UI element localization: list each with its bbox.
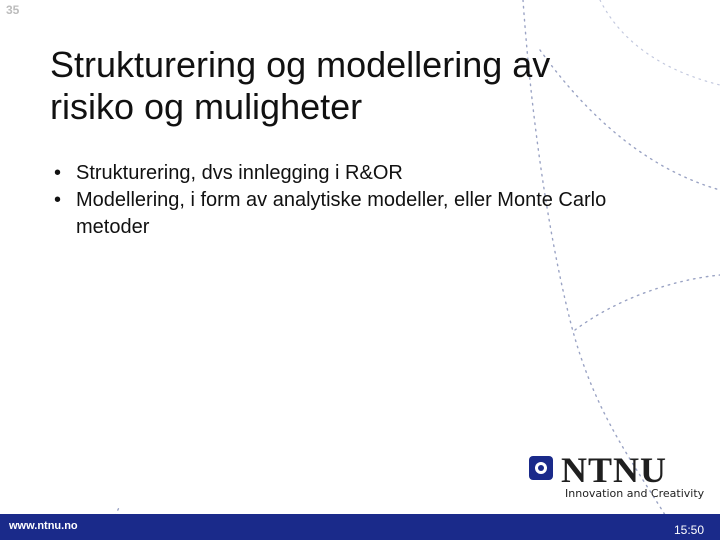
slide-number: 35 [6, 3, 20, 17]
bullet-text: Modellering, i form av analytiske modeller, eller Monte Carlo metoder [76, 189, 607, 238]
footer-bar [0, 514, 720, 540]
slide-title-line-2: risiko og muligheter [50, 86, 363, 127]
logo-wordmark: NTNU [561, 450, 668, 490]
bullet-list [48, 160, 608, 241]
bullet-item [48, 187, 608, 241]
ntnu-logo-icon [529, 456, 553, 480]
bullet-icon: • [54, 162, 62, 184]
ntnu-logo [529, 452, 705, 504]
bullet-text: Strukturering, dvs innlegging i R&OR [76, 162, 403, 184]
bullet-item [48, 160, 608, 187]
bullet-icon: • [54, 189, 62, 211]
footer-url-link[interactable]: www.ntnu.no [9, 520, 78, 532]
slide-title [50, 44, 650, 128]
slide-title-line-1: Strukturering og modellering av [50, 44, 551, 85]
footer-time: 15:50 [673, 523, 704, 537]
logo-tagline: Innovation and Creativity [565, 487, 705, 500]
